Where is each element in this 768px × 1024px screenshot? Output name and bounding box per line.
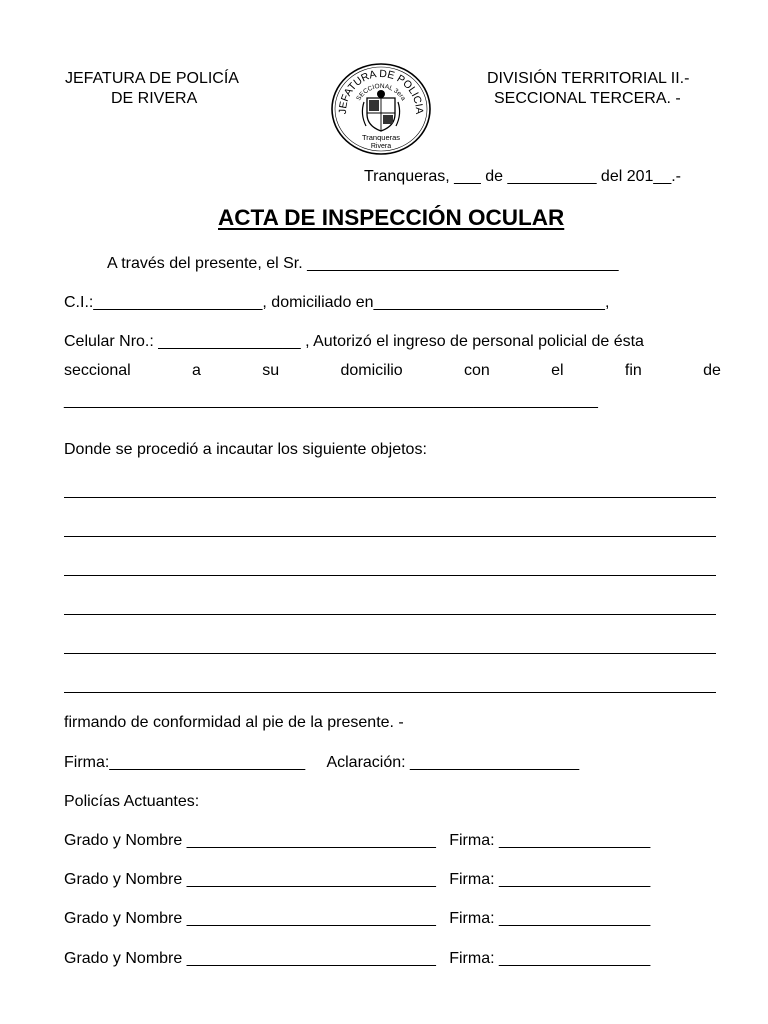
police-seal-icon	[330, 62, 432, 156]
word: fin	[624, 362, 642, 379]
object-blank-line	[64, 575, 716, 576]
objects-intro: Donde se procedió a incautar los siguiente objetos:	[64, 441, 427, 458]
header-left-line2: DE RIVERA	[111, 90, 198, 107]
seal-top-text: JEFATURA DE POLICIA	[336, 67, 426, 115]
officer-line: Grado y Nombre ____________________________ Firma: _________________	[64, 950, 651, 967]
word: su	[262, 362, 280, 379]
officer-line: Grado y Nombre ____________________________ Firma: _________________	[64, 832, 651, 849]
seal-bottom-text2: Rivera	[370, 143, 392, 150]
object-blank-line	[64, 692, 716, 693]
seal-bottom-text1: Tranqueras	[361, 133, 401, 142]
seal-middle-text: SECCIONAL 3era	[355, 82, 407, 103]
officer-line: Grado y Nombre ____________________________ Firma: _________________	[64, 871, 651, 888]
word: a	[192, 362, 201, 379]
header-left-line1: JEFATURA DE POLICÍA	[65, 70, 239, 87]
officers-label: Policías Actuantes:	[64, 793, 200, 810]
object-blank-line	[64, 536, 716, 537]
word: con	[464, 362, 490, 379]
body-line-celular: Celular Nro.: ________________ , Autorizó el ingreso de personal policial de ésta	[64, 333, 644, 350]
body-line-seccional	[64, 362, 721, 380]
header-right-line1: DIVISIÓN TERRITORIAL II.-	[487, 70, 690, 87]
date-line: Tranqueras, ___ de __________ del 201__.-	[364, 168, 681, 185]
object-blank-line	[64, 497, 716, 498]
officer-line: Grado y Nombre ____________________________ Firma: _________________	[64, 910, 651, 927]
body-line-ci: C.I.:___________________, domiciliado en__________________________,	[64, 294, 610, 311]
page-title: ACTA DE INSPECCIÓN OCULAR	[218, 205, 565, 230]
word: el	[551, 362, 564, 379]
word: de	[703, 362, 721, 379]
conformity-text: firmando de conformidad al pie de la presente. -	[64, 714, 404, 731]
word: seccional	[64, 362, 131, 379]
word: domicilio	[340, 362, 403, 379]
object-blank-line	[64, 614, 716, 615]
header-right-line2: SECCIONAL TERCERA. -	[494, 90, 681, 107]
body-line-fin-blank: ____________________________________________________________	[64, 392, 598, 409]
signature-line: Firma:______________________ Aclaración: ___________________	[64, 754, 580, 771]
object-blank-line	[64, 653, 716, 654]
body-line-name: A través del presente, el Sr. ___________________________________	[107, 255, 619, 272]
